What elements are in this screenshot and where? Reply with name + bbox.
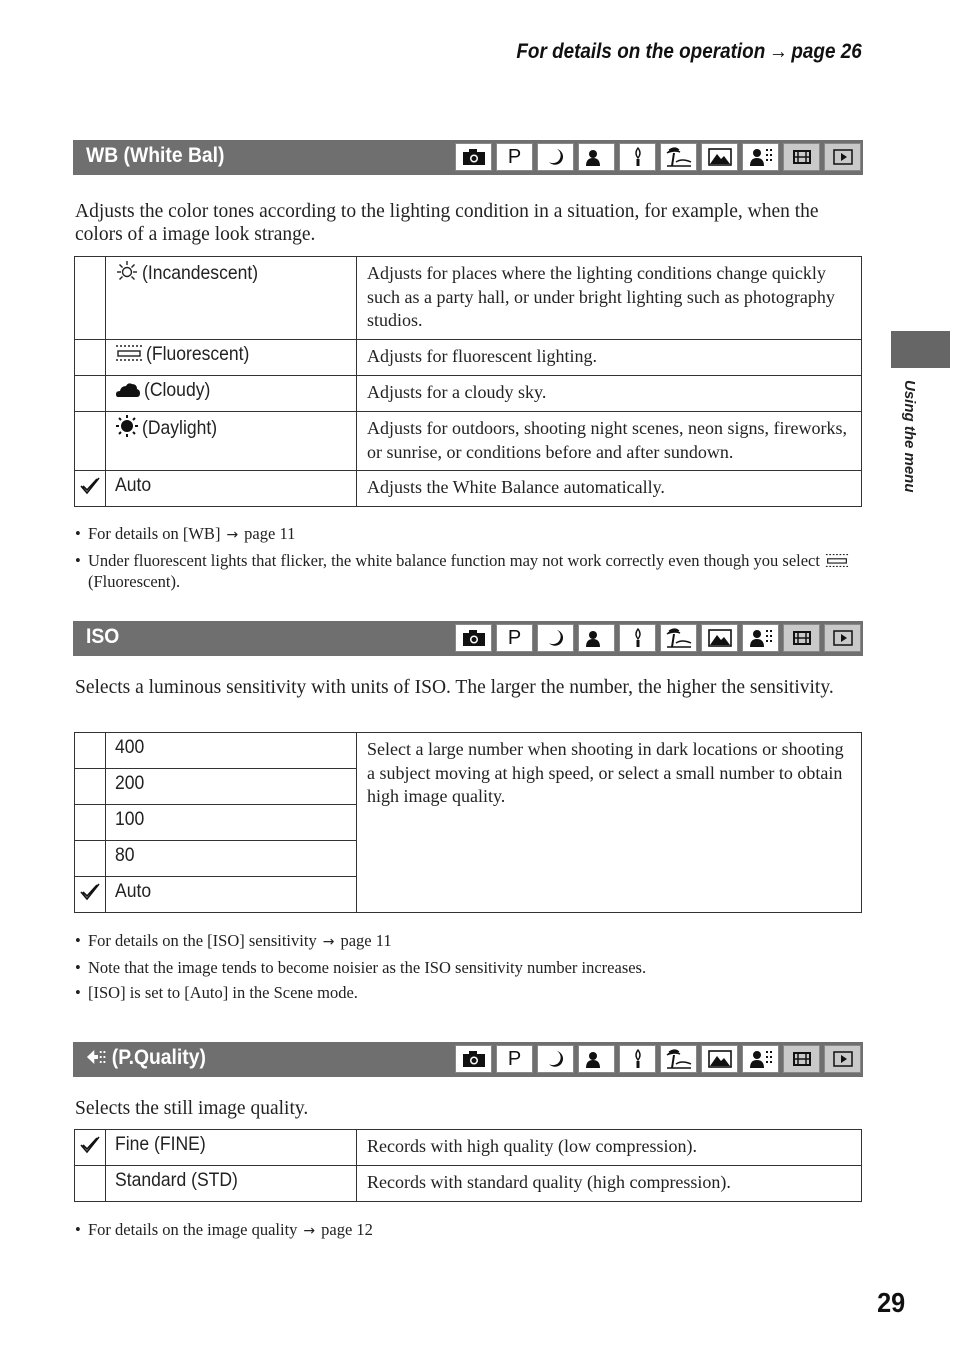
mode-program-p-icon (496, 1045, 533, 1073)
mode-program-p-icon (496, 624, 533, 652)
note-item: • For details on [WB] → page 11 (75, 523, 865, 546)
default-check-cell (75, 1130, 106, 1166)
camera-icon (461, 1049, 487, 1069)
chapter-tab (891, 331, 950, 368)
mode-twilight-portrait-icon (578, 1045, 615, 1073)
iso-option: 400 (106, 733, 357, 769)
soft-snap-icon (748, 147, 774, 167)
chapter-label: Using the menu (901, 380, 918, 493)
default-checkmark-icon (79, 882, 101, 902)
soft-snap-icon (748, 1049, 774, 1069)
iso-option: Auto (106, 877, 357, 913)
quality-option-standard: Standard (STD) (106, 1166, 357, 1202)
playback-icon (830, 628, 856, 648)
mode-movie-icon (783, 143, 820, 171)
mode-playback-icon (824, 624, 861, 652)
quality-notes (75, 1219, 865, 1246)
twilight-moon-icon (543, 1049, 569, 1069)
candle-icon (625, 147, 651, 167)
wb-title: WB (White Bal) (86, 144, 225, 167)
movie-icon (789, 1049, 815, 1069)
mode-movie-icon (783, 624, 820, 652)
table-row (75, 471, 862, 507)
table-row (75, 733, 862, 769)
note-item: • Under fluorescent lights that flicker, the white balance function may not work correctly even though you select (Fluorescent). (75, 550, 865, 592)
reference-text: For details on the operation (516, 40, 766, 63)
twilight-portrait-icon (584, 147, 610, 167)
default-checkmark-icon (79, 1135, 101, 1155)
wb-option-auto: Auto (106, 471, 357, 507)
iso-option: 100 (106, 805, 357, 841)
mode-soft-snap-icon (742, 1045, 779, 1073)
twilight-portrait-icon (584, 628, 610, 648)
landscape-icon (707, 1049, 733, 1069)
mode-landscape-icon (701, 624, 738, 652)
mode-soft-snap-icon (742, 143, 779, 171)
default-check-cell (75, 376, 106, 412)
mode-icon-row (455, 1045, 861, 1073)
note-item: • Note that the image tends to become noisier as the ISO sensitivity number increases. (75, 957, 865, 978)
page-number: 29 (876, 1287, 905, 1318)
mode-twilight-moon-icon (537, 1045, 574, 1073)
iso-notes (75, 930, 865, 1007)
movie-icon (789, 628, 815, 648)
beach-icon (666, 628, 692, 648)
quality-option-fine: Fine (FINE) (106, 1130, 357, 1166)
mode-landscape-icon (701, 1045, 738, 1073)
iso-option: 200 (106, 769, 357, 805)
table-row (75, 1130, 862, 1166)
program-p-icon: P (507, 145, 522, 168)
mode-beach-icon (660, 1045, 697, 1073)
wb-option-desc: Adjusts the White Balance automatically. (357, 471, 862, 507)
default-check-cell (75, 841, 106, 877)
mode-twilight-portrait-icon (578, 624, 615, 652)
landscape-icon (707, 628, 733, 648)
mode-twilight-portrait-icon (578, 143, 615, 171)
table-row (75, 257, 862, 340)
mode-twilight-moon-icon (537, 624, 574, 652)
iso-option: 80 (106, 841, 357, 877)
wb-option-fluorescent: (Fluorescent) (106, 340, 357, 376)
mode-soft-snap-icon (742, 624, 779, 652)
quality-section-header (73, 1042, 863, 1077)
playback-icon (830, 1049, 856, 1069)
default-checkmark-icon (79, 476, 101, 496)
wb-options-table (74, 256, 862, 507)
note-item: • For details on the [ISO] sensitivity → page 11 (75, 930, 865, 953)
reference-arrow: → (769, 40, 789, 63)
default-check-cell (75, 733, 106, 769)
iso-section-header (73, 621, 863, 656)
wb-notes (75, 523, 865, 596)
candle-icon (625, 1049, 651, 1069)
reference-page: page 26 (791, 40, 862, 63)
iso-options-table (74, 732, 862, 913)
mode-candle-icon (619, 143, 656, 171)
incandescent-icon (115, 260, 139, 282)
iso-description: Selects a luminous sensitivity with units of ISO. The larger the number, the higher the sensitivity. (75, 677, 834, 698)
default-check-cell (75, 340, 106, 376)
default-check-cell (75, 471, 106, 507)
wb-option-daylight: (Daylight) (106, 412, 357, 471)
default-check-cell (75, 1166, 106, 1202)
wb-option-cloudy: (Cloudy) (106, 376, 357, 412)
twilight-moon-icon (543, 147, 569, 167)
mode-movie-icon (783, 1045, 820, 1073)
default-check-cell (75, 877, 106, 913)
mode-candle-icon (619, 624, 656, 652)
default-check-cell (75, 805, 106, 841)
fluorescent-icon (824, 552, 850, 569)
quality-option-desc: Records with standard quality (high compression). (357, 1166, 862, 1202)
twilight-moon-icon (543, 628, 569, 648)
soft-snap-icon (748, 628, 774, 648)
default-check-cell (75, 257, 106, 340)
quality-title: (P.Quality) (86, 1046, 206, 1070)
wb-option-desc: Adjusts for outdoors, shooting night scenes, neon signs, fireworks, or sunrise, or conditions before and after sundown. (357, 412, 862, 471)
mode-icon-row (455, 624, 861, 652)
movie-icon (789, 147, 815, 167)
iso-title: ISO (86, 625, 120, 648)
mode-camera-icon (455, 1045, 492, 1073)
table-row (75, 412, 862, 471)
fluorescent-icon (115, 343, 143, 363)
mode-playback-icon (824, 1045, 861, 1073)
mode-camera-icon (455, 624, 492, 652)
iso-shared-description: Select a large number when shooting in dark locations or shooting a subject moving at high speed, or select a small number to obtain high image quality. (357, 733, 862, 913)
mode-candle-icon (619, 1045, 656, 1073)
table-row (75, 1166, 862, 1202)
landscape-icon (707, 147, 733, 167)
mode-playback-icon (824, 143, 861, 171)
table-row (75, 376, 862, 412)
mode-twilight-moon-icon (537, 143, 574, 171)
wb-option-desc: Adjusts for places where the lighting conditions change quickly such as a party hall, or under bright lighting such as photography studios. (357, 257, 862, 340)
playback-icon (830, 147, 856, 167)
cloudy-icon (115, 381, 141, 399)
default-check-cell (75, 769, 106, 805)
quality-option-desc: Records with high quality (low compression). (357, 1130, 862, 1166)
candle-icon (625, 628, 651, 648)
wb-option-desc: Adjusts for fluorescent lighting. (357, 340, 862, 376)
camera-icon (461, 628, 487, 648)
wb-option-desc: Adjusts for a cloudy sky. (357, 376, 862, 412)
camera-icon (461, 147, 487, 167)
twilight-portrait-icon (584, 1049, 610, 1069)
quality-options-table (74, 1129, 862, 1202)
note-item: • [ISO] is set to [Auto] in the Scene mode. (75, 982, 865, 1003)
beach-icon (666, 1049, 692, 1069)
wb-description: Adjusts the color tones according to the lighting condition in a situation, for example, when the colors of a image look strange. (75, 201, 819, 245)
mode-beach-icon (660, 624, 697, 652)
program-p-icon: P (507, 626, 522, 649)
quality-description: Selects the still image quality. (75, 1098, 309, 1119)
mode-camera-icon (455, 143, 492, 171)
mode-icon-row (455, 143, 861, 171)
daylight-icon (115, 415, 139, 437)
operation-reference (517, 40, 862, 64)
mode-program-p-icon (496, 143, 533, 171)
wb-section-header (73, 140, 863, 175)
mode-beach-icon (660, 143, 697, 171)
note-item: • For details on the image quality → page 12 (75, 1219, 865, 1242)
table-row (75, 340, 862, 376)
mode-landscape-icon (701, 143, 738, 171)
image-quality-icon (86, 1047, 108, 1067)
program-p-icon: P (507, 1047, 522, 1070)
beach-icon (666, 147, 692, 167)
default-check-cell (75, 412, 106, 471)
wb-option-incandescent: (Incandescent) (106, 257, 357, 340)
